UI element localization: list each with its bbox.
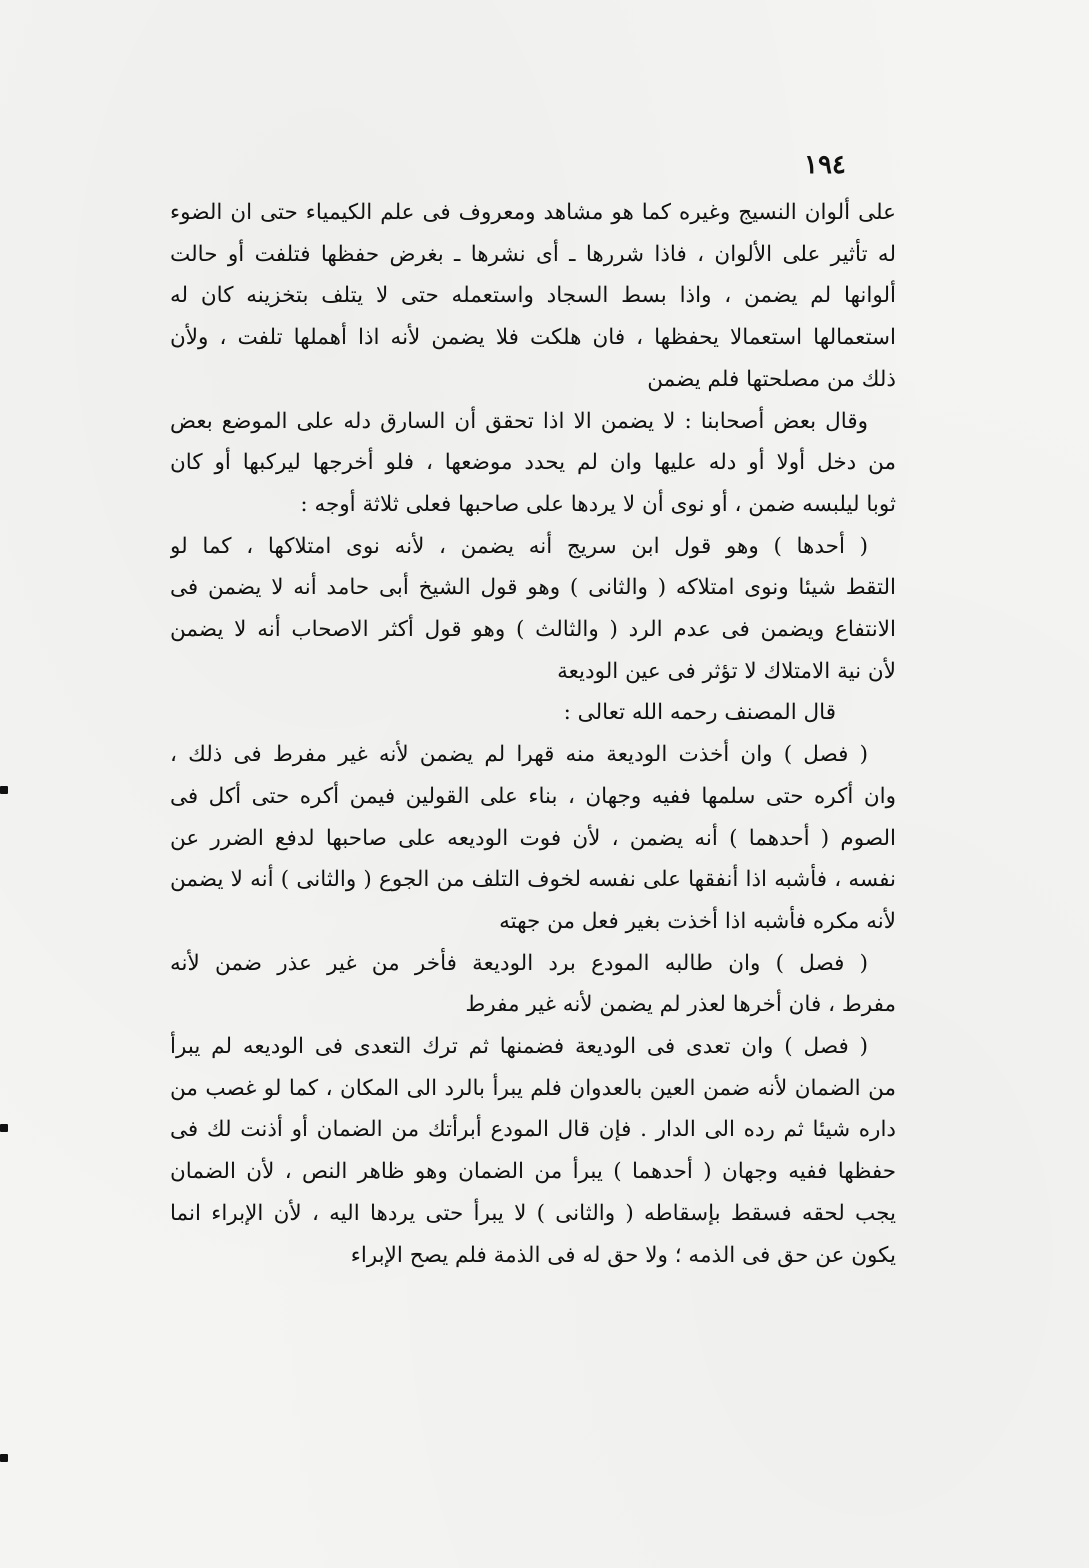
text-line: ( أحدها ) وهو قول ابن سريج أنه يضمن ، لأنه نوى امتلاكها ، كما لو bbox=[170, 533, 868, 559]
text-line: ( فصل ) وان طالبه المودع برد الوديعة فأخر من غير عذر ضمن لأنه bbox=[170, 950, 868, 976]
text-line: نفسه ، فأشبه اذا أنفقها على نفسه لخوف التلف من الجوع ( والثانى ) أنه لا يضمن bbox=[170, 867, 896, 893]
scan-edge-mark bbox=[0, 1454, 8, 1462]
text-line: حفظها ففيه وجهان ( أحدهما ) يبرأ من الضمان وهو ظاهر النص ، لأن الضمان bbox=[170, 1159, 896, 1185]
text-line: من الضمان لأنه ضمن العين بالعدوان فلم يبرأ بالرد الى المكان ، كما لو غصب من bbox=[170, 1075, 896, 1101]
text-line: ذلك من مصلحتها فلم يضمن bbox=[647, 366, 896, 392]
text-line: الصوم ( أحدهما ) أنه يضمن ، لأن فوت الوديعه على صاحبها لدفع الضرر عن bbox=[170, 825, 896, 851]
text-line: الانتفاع ويضمن فى عدم الرد ( والثالث ) وهو قول أكثر الاصحاب أنه لا يضمن bbox=[170, 617, 896, 643]
section-heading: قال المصنف رحمه الله تعالى : bbox=[563, 700, 836, 726]
text-line: داره شيئا ثم رده الى الدار . فإن قال المودع أبرأتك من الضمان أو أذنت لك فى bbox=[170, 1117, 896, 1143]
text-line: يجب لحقه فسقط بإسقاطه ( والثانى ) لا يبرأ حتى يردها اليه ، لأن الإبراء انما bbox=[170, 1200, 896, 1226]
text-line: يكون عن حق فى الذمه ؛ ولا حق له فى الذمة فلم يصح الإبراء bbox=[350, 1242, 896, 1268]
text-line: التقط شيئا ونوى امتلاكه ( والثانى ) وهو قول الشيخ أبى حامد أنه لا يضمن فى bbox=[170, 575, 896, 601]
text-line: وقال بعض أصحابنا : لا يضمن الا اذا تحقق أن السارق دله على الموضع بعض bbox=[170, 408, 868, 434]
text-line: استعمالها استعمالا يحفظها ، فان هلكت فلا يضمن لأنه اذا أهملها تلفت ، ولأن bbox=[170, 325, 896, 351]
text-line: على ألوان النسيج وغيره كما هو مشاهد ومعروف فى علم الكيمياء حتى ان الضوء bbox=[170, 200, 896, 225]
text-line: ( فصل ) وان أخذت الوديعة منه قهرا لم يضمن لأنه غير مفرط فى ذلك ، bbox=[170, 742, 868, 768]
text-line: مفرط ، فان أخرها لعذر لم يضمن لأنه غير مفرط bbox=[465, 992, 896, 1018]
text-line: من دخل أولا أو دله عليها وان لم يحدد موضعها ، فلو أخرجها ليركبها أو كان bbox=[170, 450, 896, 476]
scan-edge-mark bbox=[0, 786, 8, 794]
text-line: ثوبا ليلبسه ضمن ، أو نوى أن لا يردها على صاحبها فعلى ثلاثة أوجه : bbox=[300, 491, 896, 517]
page-number: ١٩٤ bbox=[804, 150, 846, 180]
scan-edge-mark bbox=[0, 1124, 8, 1132]
text-line: وان أكره حتى سلمها ففيه وجهان ، بناء على القولين فيمن أكره حتى أكل فى bbox=[170, 783, 896, 809]
text-line: لأن نية الامتلاك لا تؤثر فى عين الوديعة bbox=[557, 658, 896, 684]
text-line: له تأثير على الألوان ، فاذا شررها ـ أى نشرها ـ بغرض حفظها فتلفت أو حالت bbox=[170, 241, 896, 267]
text-line: ألوانها لم يضمن ، واذا بسط السجاد واستعمله حتى لا يتلف بتخزينه كان له bbox=[170, 283, 896, 309]
text-line: لأنه مكره فأشبه اذا أخذت بغير فعل من جهته bbox=[499, 908, 896, 934]
text-line: ( فصل ) وان تعدى فى الوديعة فضمنها ثم ترك التعدى فى الوديعه لم يبرأ bbox=[170, 1034, 868, 1060]
body-text bbox=[170, 192, 896, 1276]
